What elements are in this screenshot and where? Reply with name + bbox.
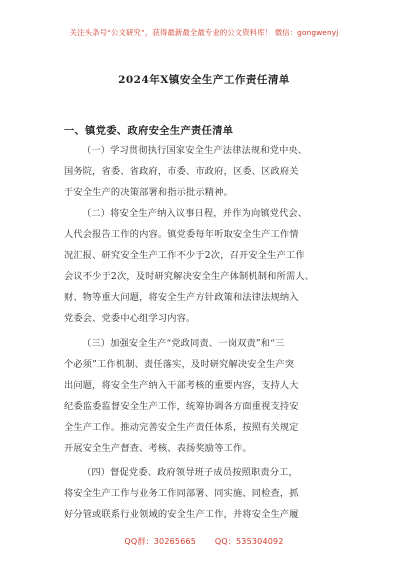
- body-line: 人代会报告工作的内容。镇党委每年听取安全生产工作情: [64, 229, 299, 240]
- document-title: 2024年X镇安全生产工作责任清单: [118, 74, 290, 86]
- body-line: 出问题，将安全生产纳入干部考核的重要内容，支持人大: [64, 380, 299, 391]
- body-line: 党委会、党委中心组学习内容。: [64, 313, 196, 324]
- body-line: （二）将安全生产纳入议事日程，并作为向镇党代会、: [82, 208, 308, 219]
- footer-qq-number: QQ：535304092: [214, 537, 284, 546]
- body-line: 将安全生产工作与业务工作同部署、同实施、同检查，抓: [64, 488, 299, 499]
- body-line: 全生产工作。推动完善安全生产责任体系，按照有关规定: [64, 422, 299, 433]
- header-banner: 关注头条号“公文研究”，获得最新最全最专业的公文资料库！ 微信：gongwenyj: [69, 28, 339, 37]
- body-line: 况汇报、研究安全生产工作不少于2次，召开安全生产工作: [64, 250, 305, 261]
- body-line: 国务院，省委、省政府，市委、市政府，区委、区政府关: [64, 166, 299, 177]
- body-line: （三）加强安全生产“党政同责、一岗双责”和“三: [82, 338, 285, 349]
- body-line: 会议不少于2次，及时研究解决安全生产体制机制和所需人、: [64, 271, 315, 282]
- body-line: （一）学习贯彻执行国家安全生产法律法规和党中央、: [82, 145, 308, 156]
- footer-contact: [0, 536, 408, 547]
- body-line: （四）督促党委、政府领导班子成员按照职责分工，: [82, 467, 298, 478]
- section-heading: 一、镇党委、政府安全生产责任清单: [64, 125, 234, 137]
- body-line: 财、物等重大问题，将安全生产方针政策和法律法规纳入: [64, 292, 299, 303]
- body-line: 个必须”工作机制、责任落实，及时研究解决安全生产突: [64, 359, 295, 370]
- body-line: 开展安全生产督查、考核、表扬奖励等工作。: [64, 443, 252, 454]
- footer-qq-group: QQ群：30265665: [124, 537, 197, 546]
- body-line: 好分管或联系行业领域的安全生产工作，并将安全生产履: [64, 509, 299, 520]
- body-line: 于安全生产的决策部署和指示批示精神。: [64, 187, 233, 198]
- body-line: 纪委监委监督安全生产工作，统筹协调各方面重视支持安: [64, 401, 299, 412]
